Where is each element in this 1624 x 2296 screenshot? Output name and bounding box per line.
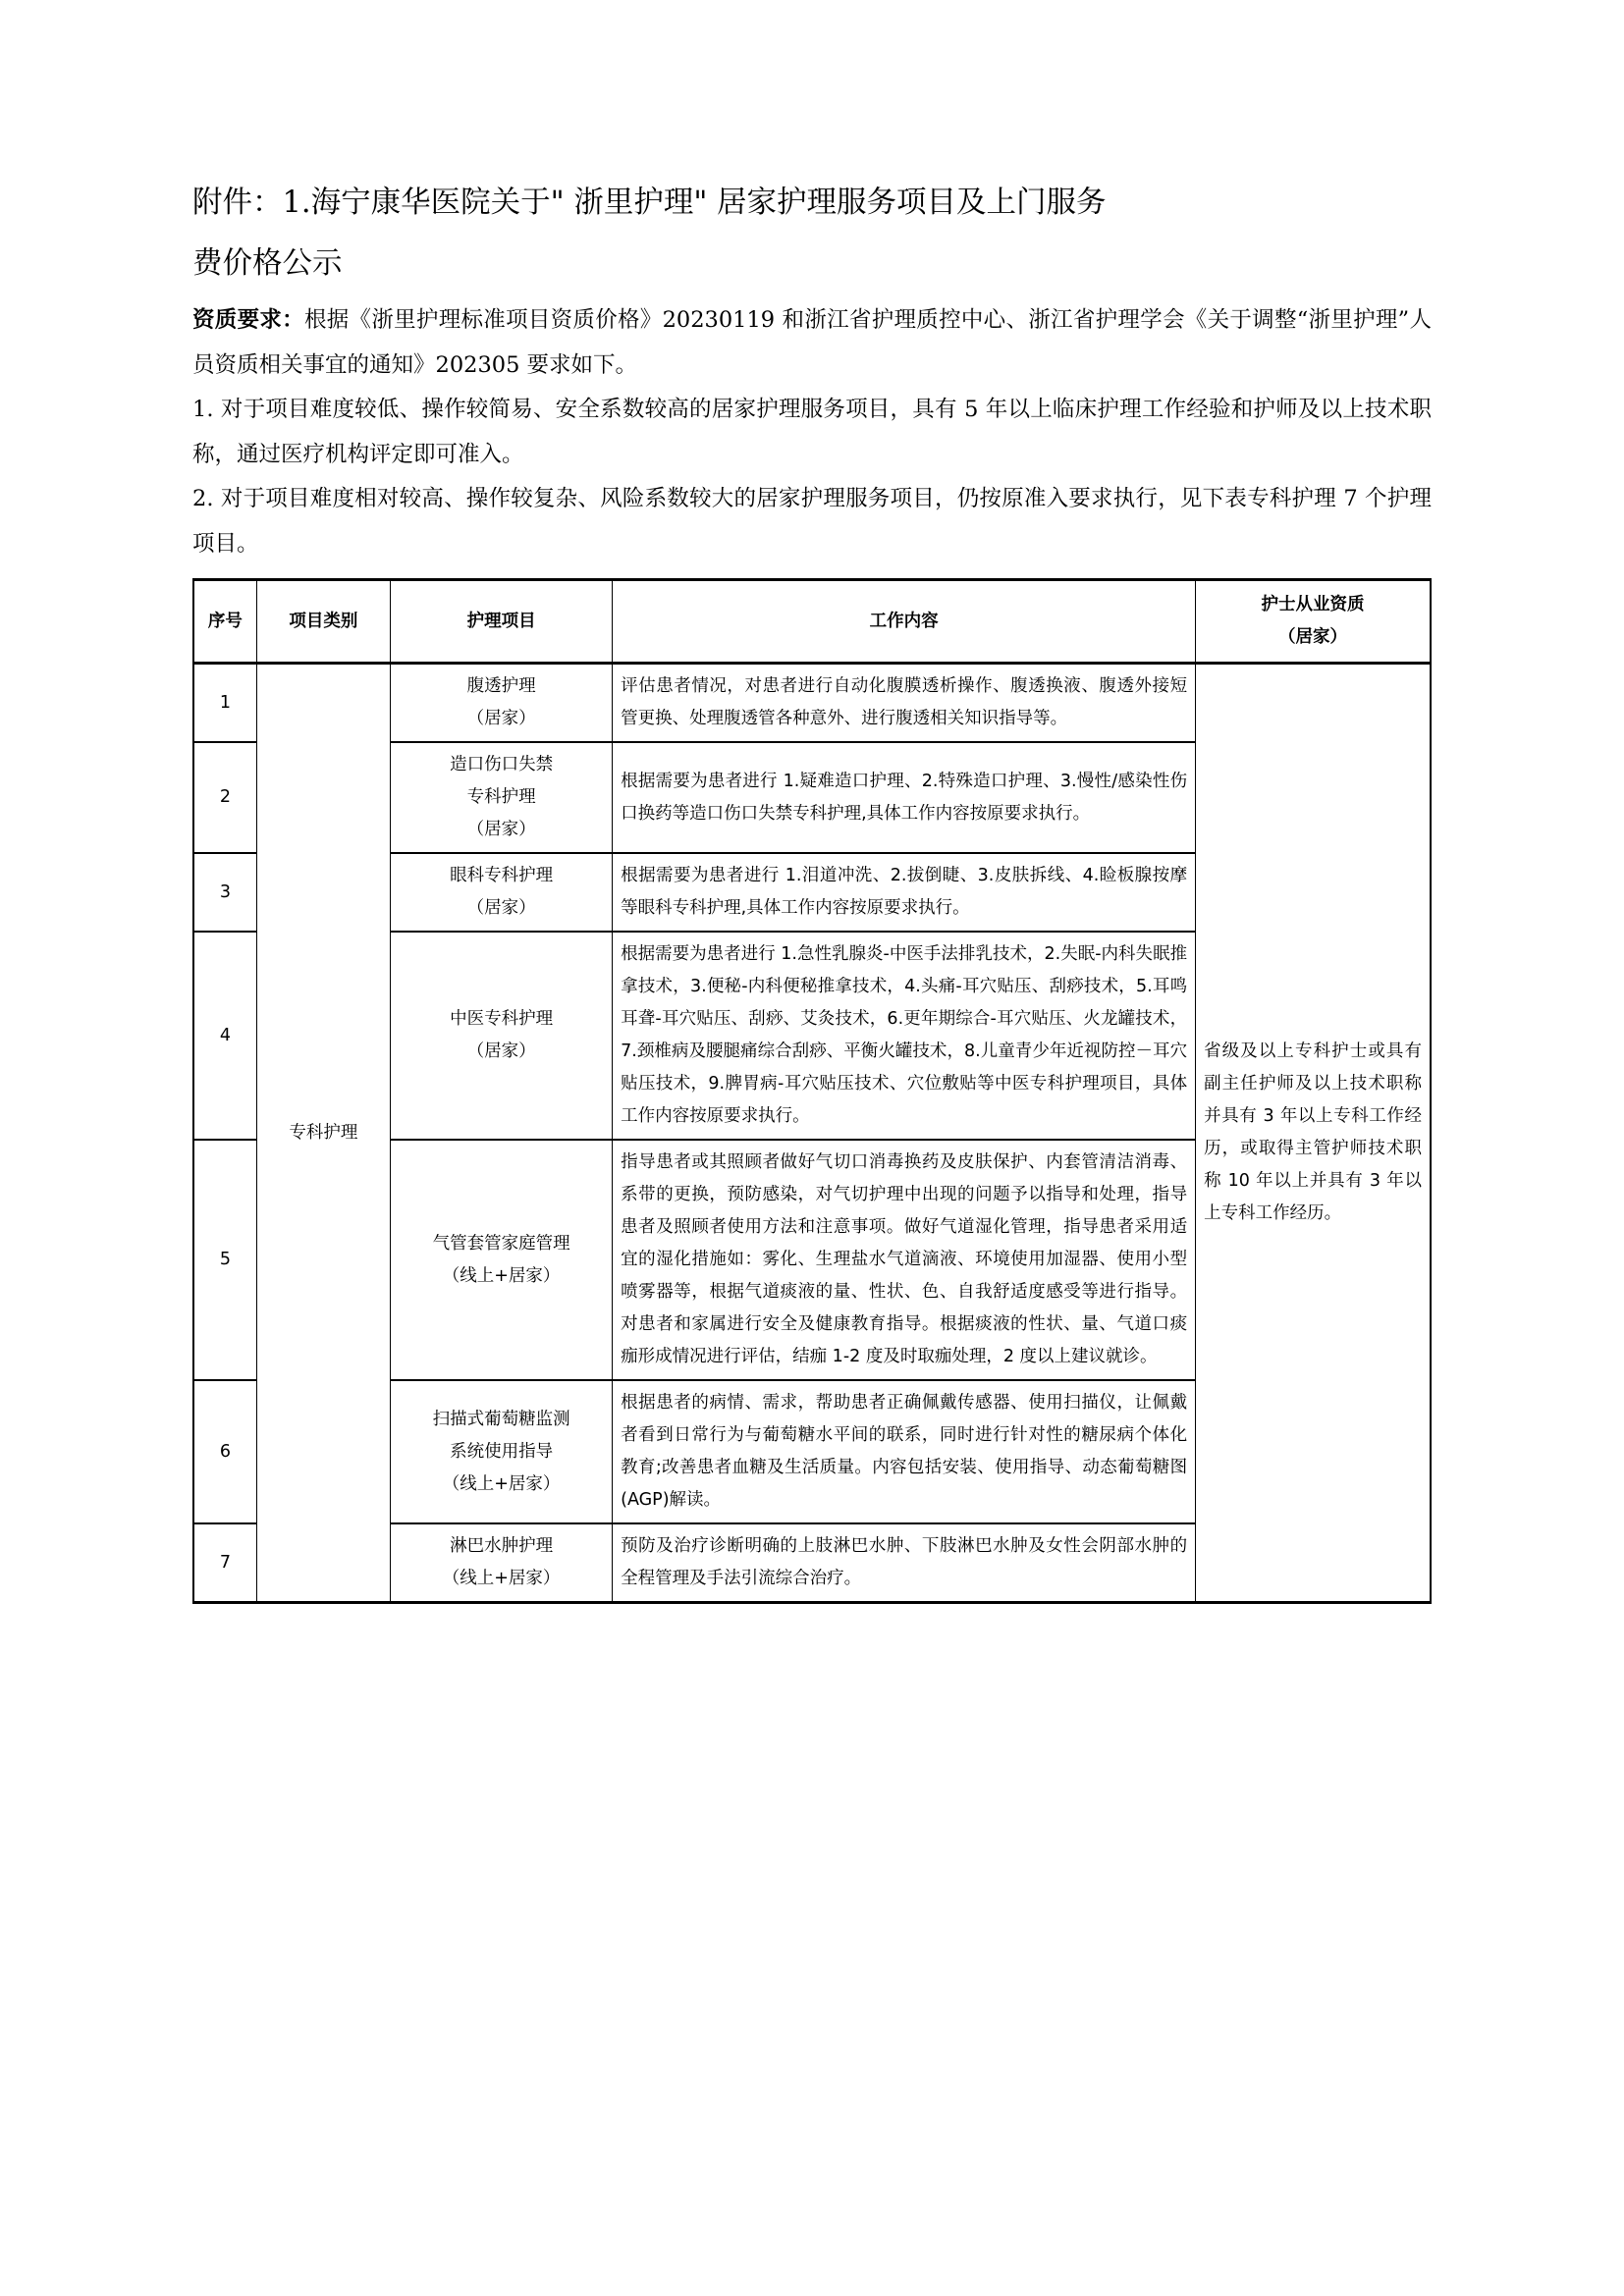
intro-item-1: 1. 对于项目难度较低、操作较简易、安全系数较高的居家护理服务项目，具有 5 年以上临床护理工作经验和护师及以上技术职称，通过医疗机构评定即可准入。 bbox=[192, 397, 1432, 467]
nursing-projects-table bbox=[192, 578, 1432, 1604]
row-item-name: 造口伤口失禁 bbox=[450, 755, 554, 774]
row-item-mode: （线上+居家） bbox=[442, 1473, 561, 1494]
row-item-mode: （线上+居家） bbox=[442, 1569, 561, 1588]
document-content bbox=[192, 173, 1432, 1604]
page-title-line1: 附件：1.海宁康华医院关于" 浙里护理" 居家护理服务项目及上门服务 bbox=[192, 186, 1107, 220]
table-header-row bbox=[193, 580, 1431, 664]
intro-item-2: 2. 对于项目难度相对较高、操作较复杂、风险系数较大的居家护理服务项目，仍按原准入要求执行，见下表专科护理 7 个护理项目。 bbox=[192, 486, 1432, 557]
row-item-name: 气管套管家庭管理 bbox=[432, 1233, 570, 1254]
page-title-line2: 费价格公示 bbox=[192, 246, 343, 281]
table-row bbox=[193, 664, 1431, 743]
column-header-category: 项目类别 bbox=[256, 580, 390, 664]
row-item bbox=[391, 853, 613, 932]
row-item-name: 腹透护理 bbox=[466, 676, 536, 696]
column-header-seq: 序号 bbox=[193, 580, 256, 664]
row-item-name: 扫描式葡萄糖监测 bbox=[432, 1409, 570, 1429]
row-content: 指导患者或其照顾者做好气切口消毒换药及皮肤保护、内套管清洁消毒、系带的更换，预防感染，对气切护理中出现的问题予以指导和处理，指导患者及照顾者使用方法和注意事项。做好气道湿化管理，指导患者采用适宜的湿化措施如：雾化、生理盐水气道滴液、环境使用加湿器、使用小型喷雾器等，根据气道痰液的量、性状、色、自我舒适度感受等进行指导。对患者和家属进行安全及健康教育指导。根据痰液的性状、量、气道口痰痂形成情况进行评估，结痂 1-2 度及时取痂处理，2 度以上建议就诊。 bbox=[613, 1140, 1196, 1380]
row-content: 根据患者的病情、需求，帮助患者正确佩戴传感器、使用扫描仪，让佩戴者看到日常行为与葡萄糖水平间的联系，同时进行针对性的糖尿病个体化教育;改善患者血糖及生活质量。内容包括安装、使用指导、动态葡萄糖图(AGP)解读。 bbox=[613, 1380, 1196, 1523]
row-seq: 4 bbox=[193, 932, 256, 1140]
row-seq: 3 bbox=[193, 853, 256, 932]
row-item-name: 中医专科护理 bbox=[450, 1009, 554, 1029]
column-header-content: 工作内容 bbox=[613, 580, 1196, 664]
row-seq: 5 bbox=[193, 1140, 256, 1380]
table-body bbox=[193, 664, 1431, 1603]
row-content: 评估患者情况，对患者进行自动化腹膜透析操作、腹透换液、腹透外接短管更换、处理腹透管各种意外、进行腹透相关知识指导等。 bbox=[613, 664, 1196, 743]
row-item bbox=[391, 1523, 613, 1603]
qualification-requirement-label: 资质要求： bbox=[192, 307, 304, 333]
row-item-name-2: 系统使用指导 bbox=[450, 1441, 554, 1462]
row-seq: 2 bbox=[193, 742, 256, 853]
row-item-name: 淋巴水肿护理 bbox=[450, 1536, 554, 1556]
row-item-name-2: 专科护理 bbox=[466, 787, 536, 807]
table-header bbox=[193, 580, 1431, 664]
row-seq: 7 bbox=[193, 1523, 256, 1603]
row-item-name: 眼科专科护理 bbox=[450, 866, 554, 885]
row-item bbox=[391, 1380, 613, 1523]
row-category: 专科护理 bbox=[256, 664, 390, 1603]
row-seq: 6 bbox=[193, 1380, 256, 1523]
row-qualification: 省级及以上专科护士或具有副主任护师及以上技术职称并具有 3 年以上专科工作经历，或取得主管护师技术职称 10 年以上并具有 3 年以上专科工作经历。 bbox=[1196, 664, 1431, 1603]
row-item bbox=[391, 932, 613, 1140]
column-header-qualification bbox=[1196, 580, 1431, 664]
row-item bbox=[391, 664, 613, 743]
row-item-mode: （居家） bbox=[466, 709, 536, 728]
row-item bbox=[391, 1140, 613, 1380]
row-item bbox=[391, 742, 613, 853]
row-item-mode: （居家） bbox=[466, 1041, 536, 1061]
row-content: 根据需要为患者进行 1.急性乳腺炎-中医手法排乳技术，2.失眠-内科失眠推拿技术，3.便秘-内科便秘推拿技术，4.头痛-耳穴贴压、刮痧技术，5.耳鸣耳聋-耳穴贴压、刮痧、艾灸技术，6.更年期综合-耳穴贴压、火龙罐技术，7.颈椎病及腰腿痛综合刮痧、平衡火罐技术，8.儿童青少年近视防控－耳穴贴压技术，9.脾胃病-耳穴贴压技术、穴位敷贴等中医专科护理项目，具体工作内容按原要求执行。 bbox=[613, 932, 1196, 1140]
qualification-requirement-text: 根据《浙里护理标准项目资质价格》20230119 和浙江省护理质控中心、浙江省护理学会《关于调整“浙里护理”人员资质相关事宜的通知》202305 要求如下。 bbox=[192, 307, 1432, 378]
row-seq: 1 bbox=[193, 664, 256, 743]
row-item-mode: （线上+居家） bbox=[442, 1265, 561, 1286]
column-header-qualification-line2: （居家） bbox=[1278, 627, 1348, 647]
row-content: 预防及治疗诊断明确的上肢淋巴水肿、下肢淋巴水肿及女性会阴部水肿的全程管理及手法引流综合治疗。 bbox=[613, 1523, 1196, 1603]
row-content: 根据需要为患者进行 1.疑难造口护理、2.特殊造口护理、3.慢性/感染性伤口换药等造口伤口失禁专科护理,具体工作内容按原要求执行。 bbox=[613, 742, 1196, 853]
row-item-mode: （居家） bbox=[466, 820, 536, 839]
qualification-requirement-paragraph bbox=[192, 298, 1432, 388]
column-header-qualification-line1: 护士从业资质 bbox=[1261, 595, 1365, 614]
row-item-mode: （居家） bbox=[466, 898, 536, 918]
row-content: 根据需要为患者进行 1.泪道冲洗、2.拔倒睫、3.皮肤拆线、4.睑板腺按摩等眼科专科护理,具体工作内容按原要求执行。 bbox=[613, 853, 1196, 932]
column-header-item: 护理项目 bbox=[391, 580, 613, 664]
nursing-projects-table-wrapper bbox=[192, 578, 1432, 1604]
